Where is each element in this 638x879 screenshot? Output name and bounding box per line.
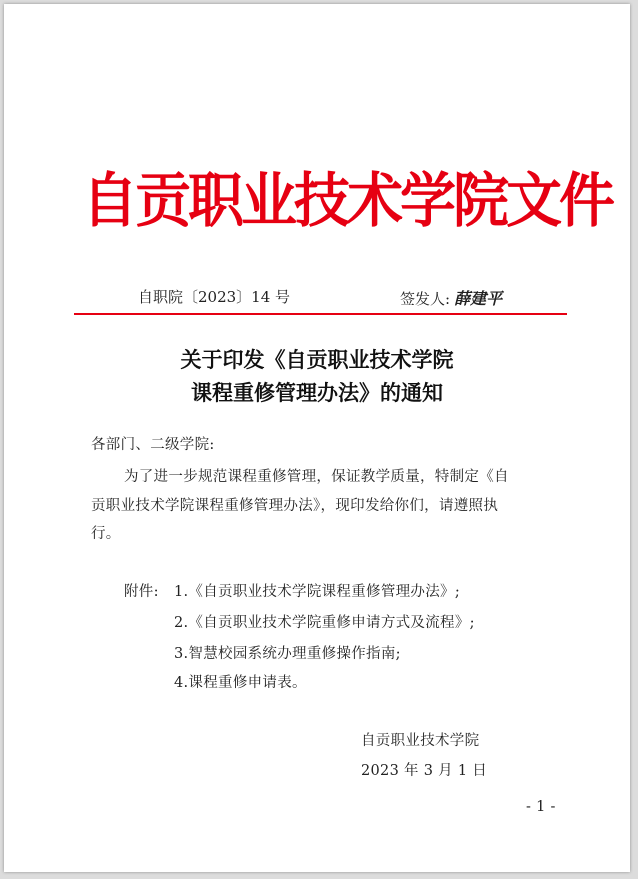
attachment-item-4: 4.课程重修申请表。 <box>174 675 307 691</box>
body-line-1: 为了进一步规范课程重修管理，保证教学质量，特制定《自 <box>124 469 509 485</box>
document-masthead: 自贡职业技术学院文件 <box>82 166 612 236</box>
notice-title-line-1: 关于印发《自贡职业技术学院 <box>180 347 454 372</box>
attachment-item-2: 2.《自贡职业技术学院重修申请方式及流程》; <box>174 615 475 631</box>
signer <box>400 286 502 309</box>
salutation: 各部门、二级学院: <box>91 437 215 453</box>
page-number: - 1 - <box>526 799 556 815</box>
body-line-2: 贡职业技术学院课程重修管理办法》，现印发给你们，请遵照执 <box>91 498 499 514</box>
attachment-item-1: 1.《自贡职业技术学院课程重修管理办法》; <box>174 584 461 600</box>
red-divider <box>74 313 567 315</box>
body-line-3: 行。 <box>91 526 121 542</box>
document-number: 自职院〔2023〕14 号 <box>138 288 291 306</box>
attachments-label: 附件: <box>124 584 159 600</box>
signature-organization: 自贡职业技术学院 <box>361 733 480 749</box>
document-page <box>4 4 630 872</box>
signature-date: 2023 年 3 月 1 日 <box>361 763 488 779</box>
signer-name: 薛建平 <box>454 289 503 308</box>
notice-title-line-2: 课程重修管理办法》的通知 <box>191 380 443 405</box>
signer-label: 签发人: <box>400 290 451 308</box>
attachment-item-3: 3.智慧校园系统办理重修操作指南; <box>174 646 401 662</box>
